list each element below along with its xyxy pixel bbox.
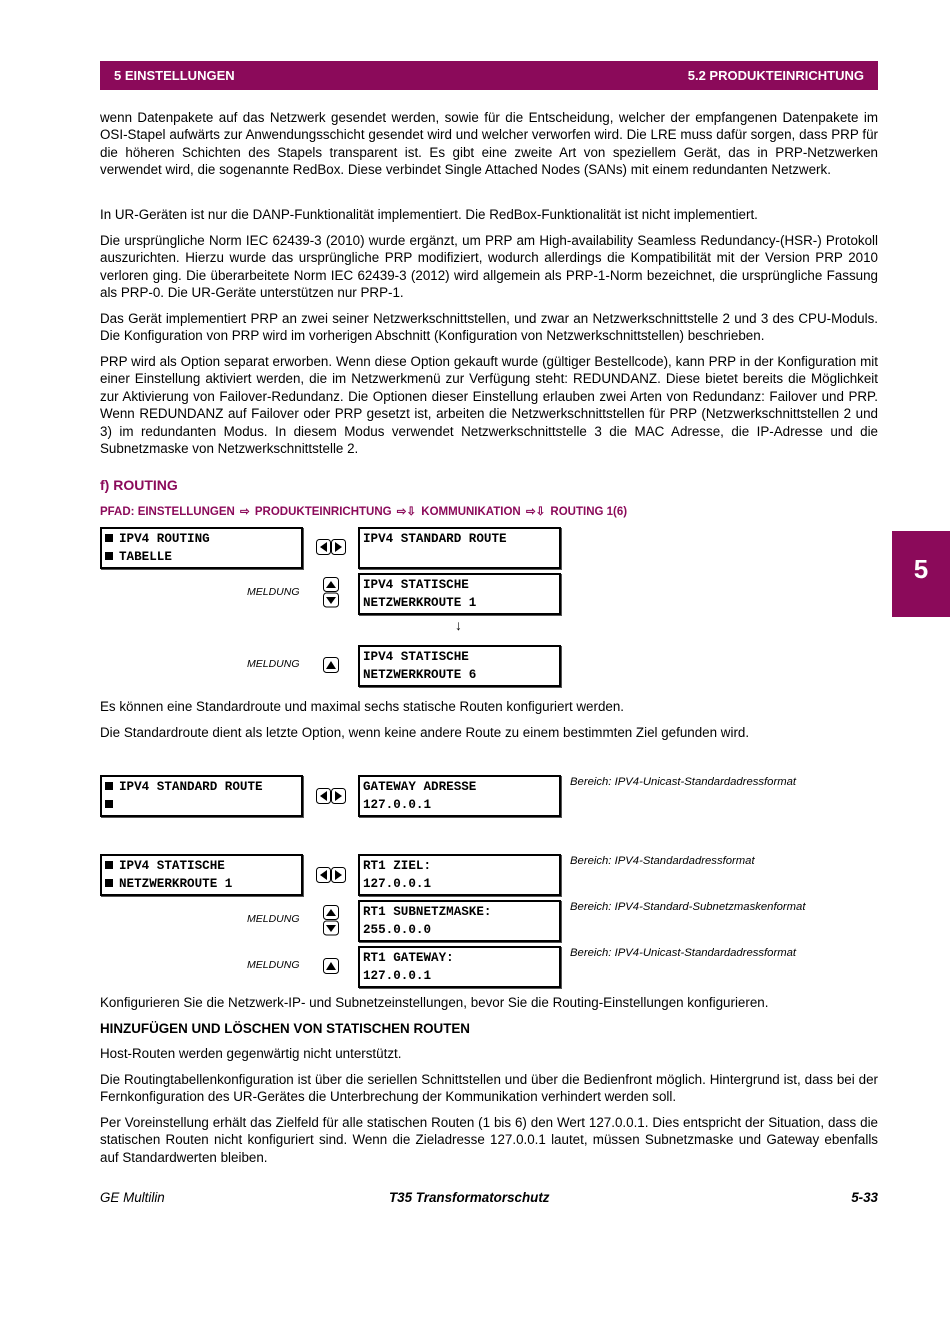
- menu-value-static-route-6: IPV4 STATISCHE NETZWERKROUTE 6: [358, 645, 561, 687]
- menu-value-rt1-subnet: RT1 SUBNETZMASKE: 255.0.0.0: [358, 900, 561, 942]
- arrow-right-icon: ⇨: [240, 506, 250, 518]
- footer-company: GE Multilin: [100, 1190, 165, 1205]
- menu-value-rt1-gateway: RT1 GATEWAY: 127.0.0.1: [358, 946, 561, 988]
- paragraph: Per Voreinstellung erhält das Zielfeld für alle statischen Routen (1 bis 6) den Wert 127.0.0.1. Dies entspricht der Situation, dass die statischen Routen nicht konfiguriert sind. Wenn die Zieladresse 127.0.0.1 lautet, müssen Subnetzmaske und Gateway ebenfalls auf Standardwerten bleiben.: [100, 1115, 878, 1165]
- footer-product: T35 Transformatorschutz: [389, 1190, 550, 1205]
- left-right-arrow-key-icon: [316, 788, 346, 804]
- paragraph: In UR-Geräten ist nur die DANP-Funktionalität implementiert. Die RedBox-Funktionalität ist nicht implementiert.: [100, 207, 758, 222]
- arrow-right-icon: ⇨⇩: [525, 506, 546, 518]
- meldung-label: MELDUNG: [247, 586, 300, 598]
- paragraph: PRP wird als Option separat erworben. Wenn diese Option gekauft wurde (gültiger Bestellcode), kann PRP in der Konfiguration mit einer Einstellung aktiviert werden, die im Netzwerkmenü zur Verfügung steht: REDUNDANZ. Diese bietet bereits die Möglichkeit zur Aktivierung von Failover-Redundanz. Die Optionen dieser Einstellung erlauben zwei Arten von Redundanz: Failover und PRP. Wenn REDUNDANZ auf Failover oder PRP gesetzt ist, arbeiten die Netzwerkschnittstellen für PRP (Netzwerkschnittstellen 2 und 3) im redundanten Modus. In diesem Modus verwendet Netzwerkschnittstelle 3 die MAC Adresse, die IP-Adresse und die Subnetzmaske von Netzwerkschnittstelle 2.: [100, 354, 878, 457]
- paragraph: Die ursprüngliche Norm IEC 62439-3 (2010) wurde ergänzt, um PRP am High-availability Seamless Redundancy-(HSR-) Protokoll auszurichten. Hierzu wurde das ursprüngliche PRP modifiziert, wodurch allerdings die Kompatibilität mit der Version PRP 2010 verloren ging. Die überarbeitete Norm IEC 62439-3 (2012) wird allgemein als PRP-1-Norm bezeichnet, die ursprüngliche Fassung als PRP-0. Die UR-Geräte unterstützen nur PRP-1.: [100, 233, 878, 301]
- paragraph: Die Routingtabellenkonfiguration ist über die seriellen Schnittstellen und über die Bedienfront möglich. Hintergrund ist, dass bei der Fernkonfiguration des UR-Gerätes die Unterbrechung der Kommunikation verhindert werden soll.: [100, 1072, 878, 1105]
- meldung-label: MELDUNG: [247, 658, 300, 670]
- up-down-arrow-key-icon: [323, 905, 339, 936]
- meldung-label: MELDUNG: [247, 913, 300, 925]
- path-item: PRODUKTEINRICHTUNG: [254, 506, 392, 518]
- up-down-arrow-key-icon: [323, 577, 339, 608]
- path-item: ROUTING 1(6): [550, 506, 628, 518]
- page-number: 5-33: [851, 1190, 878, 1205]
- paragraph: Konfigurieren Sie die Netzwerk-IP- und Subnetzeinstellungen, bevor Sie die Routing-Einstellungen konfigurieren.: [100, 995, 769, 1010]
- meldung-label: MELDUNG: [247, 959, 300, 971]
- arrow-down-icon: ↓: [455, 617, 462, 633]
- path-label: PFAD: EINSTELLUNGEN: [100, 506, 235, 518]
- path-item: KOMMUNIKATION: [421, 506, 521, 518]
- paragraph: wenn Datenpakete auf das Netzwerk gesendet werden, sowie für die Entscheidung, welcher der empfangenen Datenpakete im OSI-Stapel aufwärts zur Anwendungsschicht gesendet wird und welcher verworfen wird. Die LRE muss dafür sorgen, dass PRP für die höheren Schichten des Stapels transparent ist. Es gibt eine zweite Art von speziellem Gerät, das in PRP-Netzwerken verwendet wird, die sogenannte RedBox. Diese verbindet Single Attached Nodes (SANs) mit einem redundanten Netzwerk.: [100, 110, 878, 178]
- menu-value-gateway-address: GATEWAY ADRESSE 127.0.0.1: [358, 775, 561, 817]
- paragraph: Die Standardroute dient als letzte Option, wenn keine andere Route zu einem bestimmten Ziel gefunden wird.: [100, 725, 750, 740]
- subheading: HINZUFÜGEN UND LÖSCHEN VON STATISCHEN ROUTEN: [100, 1021, 470, 1036]
- menu-header-standard-route: IPV4 STANDARD ROUTE: [100, 775, 303, 817]
- paragraph: Das Gerät implementiert PRP an zwei seiner Netzwerkschnittstellen, und zwar an Netzwerkschnittstelle 2 und 3 des CPU-Moduls. Die Konfiguration von PRP wird im vorherigen Abschnitt (Konfiguration von Netzwerkschnittstellen) beschrieben.: [100, 311, 878, 344]
- up-arrow-key-icon: [323, 958, 339, 974]
- section-heading: f) ROUTING: [100, 477, 178, 493]
- menu-header-routing-table: IPV4 ROUTING TABELLE: [100, 527, 303, 569]
- range-note: Bereich: IPV4-Standardadressformat: [570, 855, 755, 867]
- range-note: Bereich: IPV4-Unicast-Standardadressformat: [570, 776, 797, 788]
- arrow-right-icon: ⇨⇩: [396, 506, 417, 518]
- page-header: [100, 61, 878, 90]
- paragraph: Host-Routen werden gegenwärtig nicht unterstützt.: [100, 1046, 402, 1061]
- menu-value-rt1-target: RT1 ZIEL: 127.0.0.1: [358, 854, 561, 896]
- left-right-arrow-key-icon: [316, 867, 346, 883]
- menu-value-standard-route: IPV4 STANDARD ROUTE: [358, 527, 561, 569]
- chapter-tab: 5: [892, 531, 950, 617]
- paragraph: Es können eine Standardroute und maximal sechs statische Routen konfiguriert werden.: [100, 699, 625, 714]
- range-note: Bereich: IPV4-Standard-Subnetzmaskenformat: [570, 901, 806, 913]
- left-right-arrow-key-icon: [316, 539, 346, 555]
- menu-header-static-route-1: IPV4 STATISCHE NETZWERKROUTE 1: [100, 854, 303, 896]
- chapter-title: 5 EINSTELLUNGEN: [114, 68, 235, 83]
- section-title: 5.2 PRODUKTEINRICHTUNG: [687, 68, 864, 83]
- menu-value-static-route-1: IPV4 STATISCHE NETZWERKROUTE 1: [358, 573, 561, 615]
- range-note: Bereich: IPV4-Unicast-Standardadressformat: [570, 947, 797, 959]
- menu-path: [100, 504, 627, 518]
- up-arrow-key-icon: [323, 657, 339, 673]
